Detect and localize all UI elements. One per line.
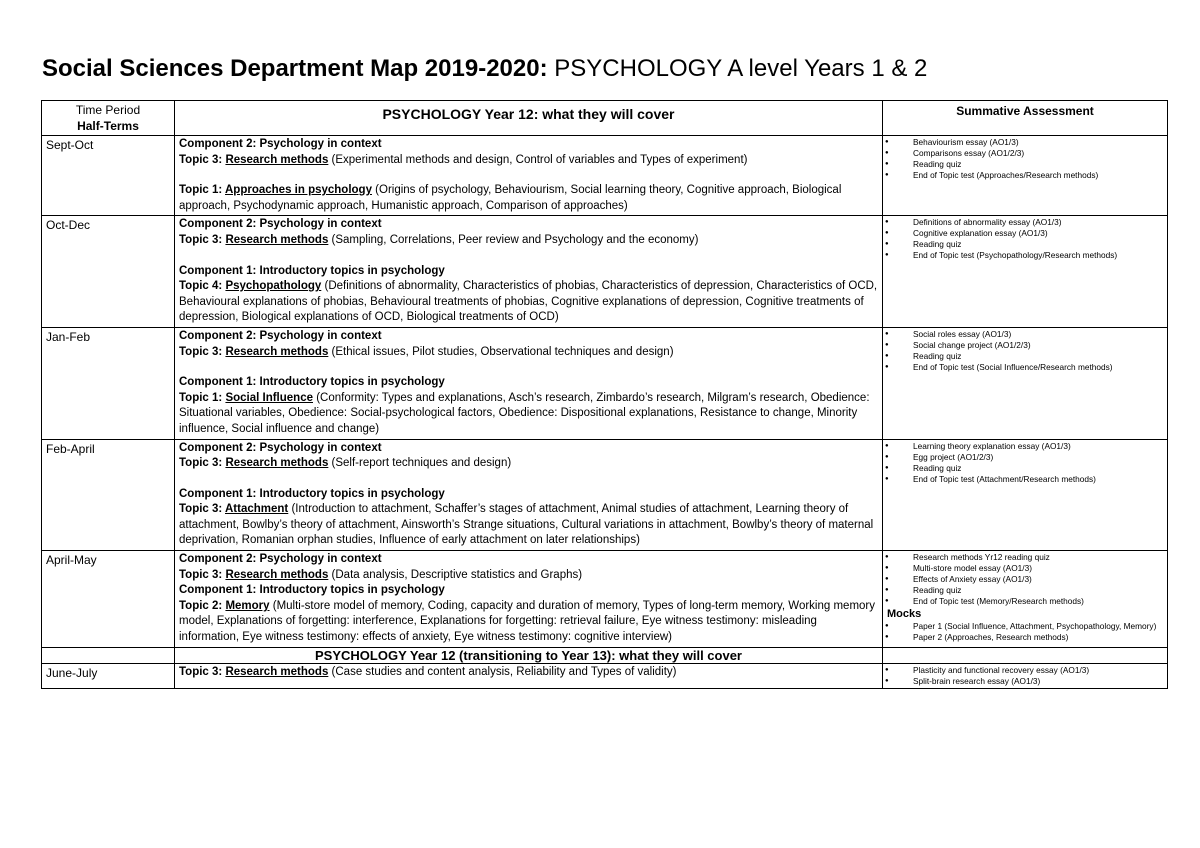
topic-prefix: Topic 4: — [179, 280, 226, 293]
period-cell: Sept-Oct — [42, 136, 175, 216]
topic-line — [179, 456, 878, 472]
topic-title: Memory — [225, 599, 270, 612]
topic-title: Approaches in psychology — [225, 184, 372, 197]
assessment-item: ● Reading quiz — [913, 239, 1163, 250]
content-cell — [175, 327, 883, 439]
content-cell — [175, 136, 883, 216]
topic-title: Research methods — [225, 233, 329, 246]
topic-detail: (Origins of psychology, Behaviourism, Social learning theory, Cognitive approach, Biological approach, Psychodynamic approach, Humanistic approach, Comparison of approaches) — [179, 184, 842, 212]
assessment-item: ● Behaviourism essay (AO1/3) — [913, 137, 1163, 148]
assessment-item: ● Plasticity and functional recovery essay (AO1/3) — [913, 665, 1163, 676]
topic-line — [179, 599, 878, 646]
topic-line — [179, 233, 878, 249]
period-cell: Feb-April — [42, 439, 175, 551]
topic-prefix: Topic 3: — [179, 568, 226, 581]
component-heading: Component 1: Introductory topics in psychology — [179, 487, 445, 500]
topic-detail: (Introduction to attachment, Schaffer’s stages of attachment, Animal studies of attachment, Learning theory of attachment, Bowlby’s theory of attachment, Ainsworth’s Strange situations, Cultural variations in attachment, Bowlby’s theory of maternal deprivation, Romanian orphan studies, Influence of early attachment on later relationships) — [179, 503, 874, 547]
assessment-cell — [883, 136, 1168, 216]
topic-prefix: Topic 3: — [179, 457, 226, 470]
transition-empty-cell — [42, 647, 175, 663]
topic-line — [179, 391, 878, 438]
topic-detail: (Case studies and content analysis, Reliability and Types of validity) — [328, 665, 677, 678]
assessment-item: ● Reading quiz — [913, 351, 1163, 362]
assessment-list — [883, 441, 1163, 485]
assessment-item: ● End of Topic test (Approaches/Research methods) — [913, 170, 1163, 181]
content-cell — [175, 663, 883, 688]
page-title-rest: PSYCHOLOGY A level Years 1 & 2 — [554, 55, 928, 82]
topic-title: Social Influence — [225, 391, 313, 404]
spacer — [179, 472, 878, 487]
content-cell — [175, 551, 883, 648]
topic-title: Attachment — [225, 503, 289, 516]
component-heading: Component 2: Psychology in context — [179, 441, 382, 454]
topic-title: Psychopathology — [225, 280, 322, 293]
page-title — [42, 55, 927, 83]
transition-header-row — [42, 647, 1168, 663]
mocks-heading: Mocks — [887, 608, 922, 621]
topic-detail: (Multi-store model of memory, Coding, capacity and duration of memory, Types of long-term memory, Working memory model, Explanations of forgetting: interference, Explanations for forgetting: retrieval failure, Eye witness testimony: misleading information, Eye witness testimony: effects of anxiety, Eye witness testimony: cognitive interview) — [179, 599, 875, 644]
assessment-item: ● End of Topic test (Social Influence/Research methods) — [913, 362, 1163, 373]
content-cell — [175, 439, 883, 551]
assessment-item: ● Social change project (AO1/2/3) — [913, 340, 1163, 351]
header-time-line2: Half-Terms — [77, 119, 139, 133]
table-row — [42, 327, 1168, 439]
assessment-list — [883, 329, 1163, 373]
topic-line — [179, 345, 878, 361]
assessment-item: ● End of Topic test (Memory/Research methods) — [913, 596, 1163, 607]
component-heading: Component 1: Introductory topics in psychology — [179, 376, 445, 389]
topic-prefix: Topic 3: — [179, 153, 226, 166]
component-heading: Component 2: Psychology in context — [179, 329, 382, 342]
topic-prefix: Topic 3: — [179, 665, 226, 678]
assessment-item: ● Effects of Anxiety essay (AO1/3) — [913, 574, 1163, 585]
topic-line — [179, 568, 878, 584]
topic-title: Research methods — [225, 568, 329, 581]
table-body — [42, 136, 1168, 648]
topic-prefix: Topic 3: — [179, 345, 226, 358]
header-coverage: PSYCHOLOGY Year 12: what they will cover — [175, 101, 883, 136]
assessment-cell — [883, 551, 1168, 648]
content-cell — [175, 216, 883, 328]
assessment-item: ● Cognitive explanation essay (AO1/3) — [913, 228, 1163, 239]
topic-title: Research methods — [225, 665, 329, 678]
topic-line — [179, 279, 878, 326]
topic-detail: (Self-report techniques and design) — [328, 457, 512, 470]
table-header-row — [42, 101, 1168, 136]
assessment-cell — [883, 327, 1168, 439]
topic-title: Research methods — [225, 345, 329, 358]
topic-prefix: Topic 2: — [179, 599, 226, 612]
assessment-cell — [883, 439, 1168, 551]
transition-header: PSYCHOLOGY Year 12 (transitioning to Year 13): what they will cover — [175, 647, 883, 663]
header-time-period — [42, 101, 175, 136]
component-heading: Component 1: Introductory topics in psychology — [179, 264, 445, 277]
assessment-item: ● Social roles essay (AO1/3) — [913, 329, 1163, 340]
assessment-item: ● End of Topic test (Psychopathology/Research methods) — [913, 250, 1163, 261]
table-row — [42, 551, 1168, 648]
spacer — [179, 249, 878, 264]
assessment-list — [883, 217, 1163, 261]
spacer — [179, 168, 878, 183]
topic-detail: (Definitions of abnormality, Characteristics of phobias, Characteristics of depression, Characteristics of OCD, Behavioural explanations of phobias, Behavioural treatments of phobias, Cognitive explanations of depression, Cognitive treatments of depression, Biological explanations of OCD, Biological treatments of OCD) — [179, 280, 878, 324]
mock-item: ● Paper 2 (Approaches, Research methods) — [913, 632, 1163, 643]
table-row — [42, 216, 1168, 328]
topic-line — [179, 153, 878, 169]
assessment-cell — [883, 663, 1168, 688]
topic-prefix: Topic 1: — [179, 184, 225, 197]
assessment-item: ● Comparisons essay (AO1/2/3) — [913, 148, 1163, 159]
period-cell: Oct-Dec — [42, 216, 175, 328]
header-time-line1: Time Period — [75, 103, 141, 117]
topic-detail: (Ethical issues, Pilot studies, Observational techniques and design) — [328, 345, 674, 358]
topic-detail: (Conformity: Types and explanations, Asch’s research, Zimbardo’s research, Milgram’s research, Obedience: Situational variables, Obedience: Social-psychological factors, Obedience: Dispositional explanations, Resistance to change, Minority influence, Social influence and change) — [179, 391, 870, 435]
transition-empty-cell — [883, 647, 1168, 663]
department-map-table — [41, 100, 1168, 689]
component-heading: Component 2: Psychology in context — [179, 218, 382, 231]
component-heading: Component 2: Psychology in context — [179, 553, 382, 566]
topic-line — [179, 502, 878, 549]
topic-title: Research methods — [225, 457, 329, 470]
table-row — [42, 663, 1168, 688]
assessment-item: ● Reading quiz — [913, 159, 1163, 170]
topic-prefix: Topic 3: — [179, 233, 226, 246]
topic-title: Research methods — [225, 153, 329, 166]
spacer — [179, 360, 878, 375]
assessment-cell — [883, 216, 1168, 328]
assessment-item: ● Learning theory explanation essay (AO1/3) — [913, 441, 1163, 452]
assessment-item: ● Research methods Yr12 reading quiz — [913, 552, 1163, 563]
topic-detail: (Sampling, Correlations, Peer review and Psychology and the economy) — [328, 233, 699, 246]
period-cell: June-July — [42, 663, 175, 688]
assessment-list — [883, 137, 1163, 181]
topic-prefix: Topic 3: — [179, 503, 225, 516]
assessment-item: ● Reading quiz — [913, 463, 1163, 474]
period-cell: Jan-Feb — [42, 327, 175, 439]
mocks-list — [883, 621, 1163, 643]
topic-detail: (Experimental methods and design, Control of variables and Types of experiment) — [328, 153, 748, 166]
period-cell: April-May — [42, 551, 175, 648]
table-row — [42, 439, 1168, 551]
assessment-item: ● Reading quiz — [913, 585, 1163, 596]
topic-detail: (Data analysis, Descriptive statistics and Graphs) — [328, 568, 583, 581]
assessment-item: ● Definitions of abnormality essay (AO1/3) — [913, 217, 1163, 228]
component-heading: Component 1: Introductory topics in psychology — [179, 584, 445, 597]
topic-line — [179, 183, 878, 214]
assessment-item: ● Egg project (AO1/2/3) — [913, 452, 1163, 463]
assessment-item: ● Split-brain research essay (AO1/3) — [913, 676, 1163, 687]
assessment-list — [883, 665, 1163, 687]
header-assessment: Summative Assessment — [883, 101, 1168, 136]
mock-item: ● Paper 1 (Social Influence, Attachment, Psychopathology, Memory) — [913, 621, 1163, 632]
table-row — [42, 136, 1168, 216]
topic-prefix: Topic 1: — [179, 391, 226, 404]
assessment-item: ● Multi-store model essay (AO1/3) — [913, 563, 1163, 574]
assessment-item: ● End of Topic test (Attachment/Research methods) — [913, 474, 1163, 485]
page-title-bold: Social Sciences Department Map 2019-2020: — [42, 55, 548, 82]
component-heading: Component 2: Psychology in context — [179, 138, 382, 150]
assessment-list — [883, 552, 1163, 607]
